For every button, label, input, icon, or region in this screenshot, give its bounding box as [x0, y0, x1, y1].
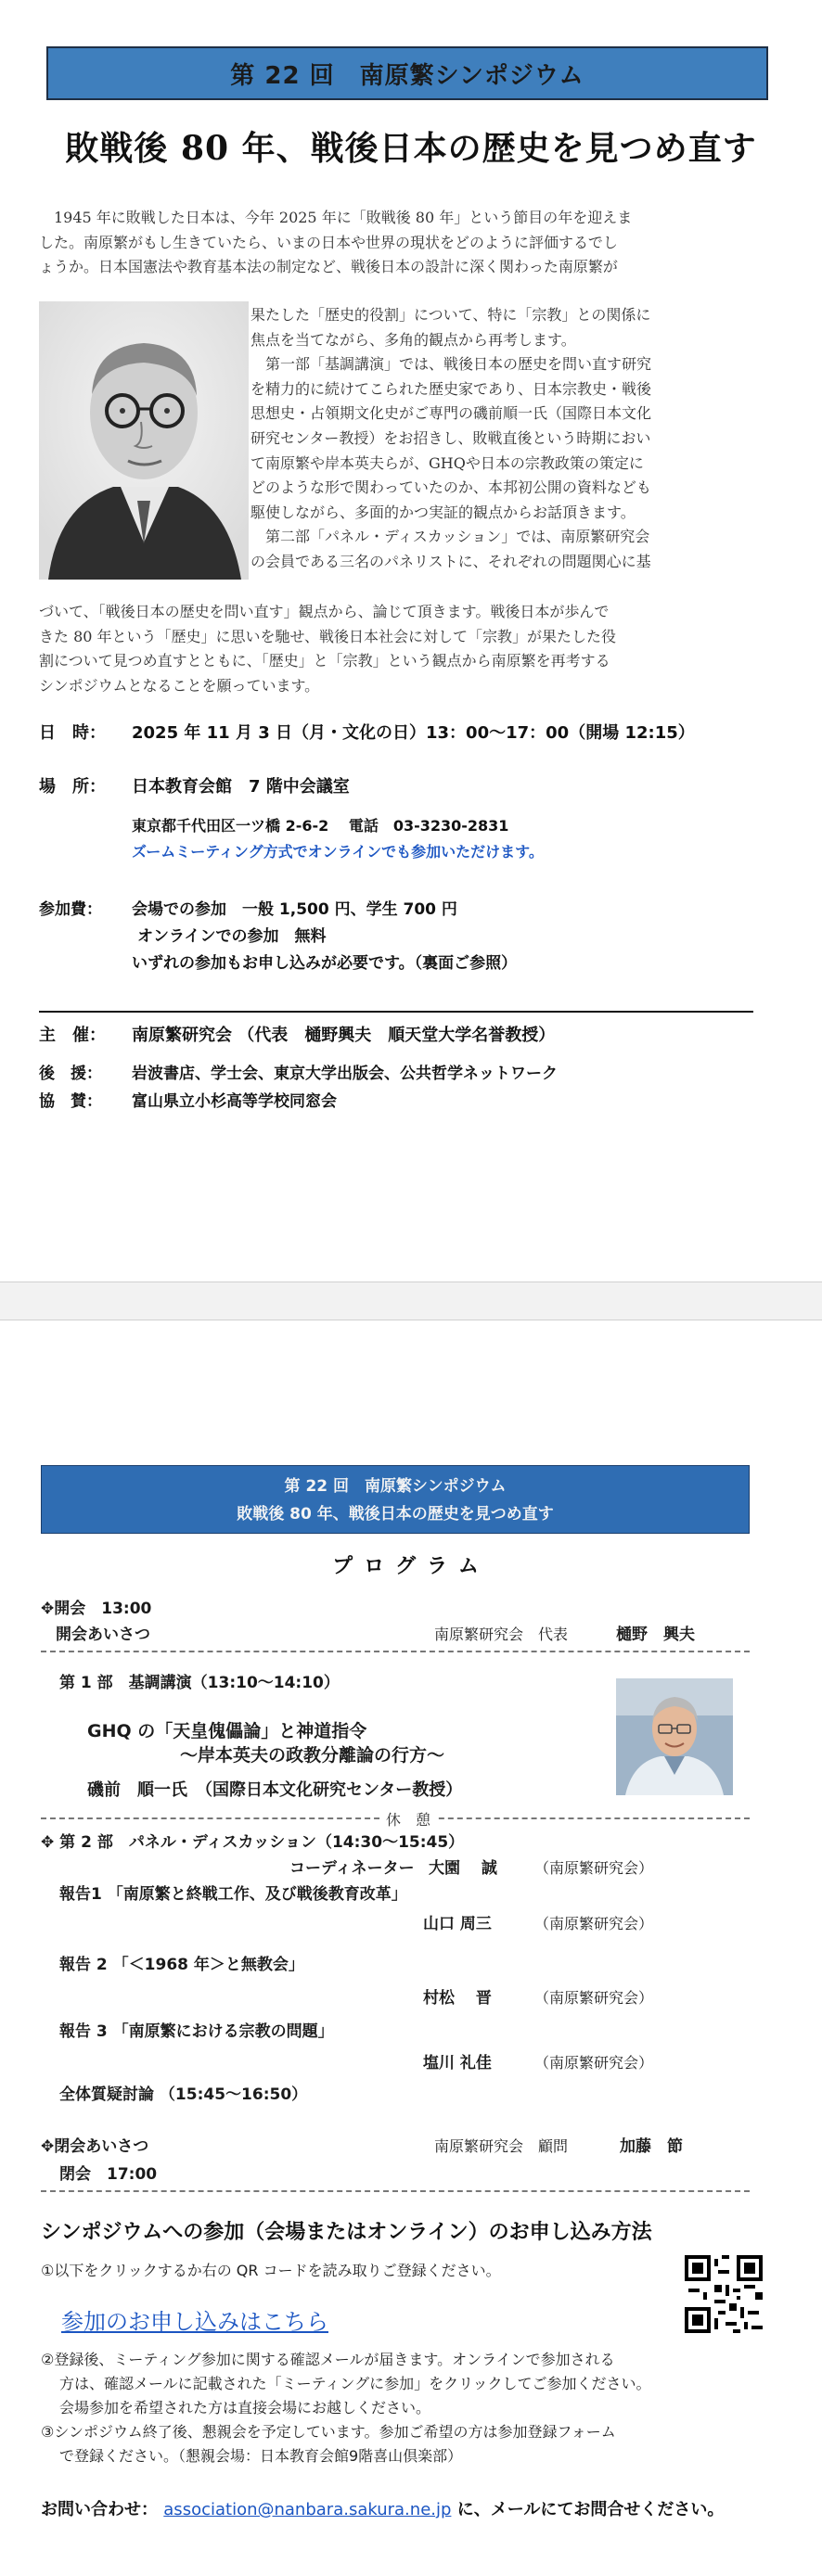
- part2-heading: ✥ 第 2 部 パネル・ディスカッション（14:30～15:45）: [41, 1833, 465, 1852]
- body-line: の会員である三名のパネリストに、それぞれの問題関心に基: [250, 552, 651, 570]
- report3-speaker: 塩川 礼佳: [423, 2054, 492, 2072]
- report1-org: （南原繁研究会）: [534, 1915, 654, 1932]
- fee-venue: 会場での参加 一般 1,500 円、学生 700 円: [132, 900, 457, 919]
- application-step3-line2: で登録ください。（懇親会場：日本教育会館9階喜山倶楽部）: [59, 2447, 463, 2465]
- report1-speaker: 山口 周三: [423, 1915, 492, 1933]
- report3-org: （南原繁研究会）: [534, 2054, 654, 2072]
- lecture-subtitle: ～岸本英夫の政教分離論の行方～: [180, 1745, 445, 1766]
- host-value: 南原繁研究会 （代表 樋野興夫 順天堂大学名誉教授）: [132, 1026, 556, 1045]
- date-label: 日 時：: [39, 723, 106, 743]
- body-line: 研究センター教授）をお招きし、敗戦直後という時期におい: [250, 428, 651, 447]
- fee-label: 参加費：: [39, 900, 102, 919]
- report2-speaker: 村松 晋: [423, 1989, 492, 2008]
- intro-text: [39, 206, 753, 280]
- report1-title: 報告1 「南原繁と終戦工作、及び戦後教育改革」: [59, 1885, 407, 1904]
- date-row: [39, 720, 695, 744]
- host-label: 主 催：: [39, 1026, 106, 1045]
- body-line: 割について見つめ直すとともに、「歴史」と「宗教」という観点から南原繁を再考する: [39, 652, 610, 670]
- body-line: 駆使しながら、多面的かつ実証的観点からお話頂きます。: [250, 503, 636, 521]
- fee-online: オンラインでの参加 無料: [137, 927, 327, 946]
- venue-value: 日本教育会館 7 階中会議室: [132, 777, 350, 797]
- contact-note: に、メールにてお問合せください。: [456, 2500, 725, 2519]
- coordinator-label: コーディネーター: [289, 1859, 415, 1878]
- qr-code-icon[interactable]: [685, 2255, 763, 2333]
- body-line: 焦点を当てながら、多角的観点から再考します。: [250, 330, 576, 349]
- date-value: 2025 年 11 月 3 日（月・文化の日）13：00～17：00（開場 12:15）: [132, 723, 695, 743]
- application-step2-line2: 方は、確認メールに記載された「ミーティングに参加」をクリックしてご参加ください。: [59, 2375, 651, 2392]
- body-line: づいて、「戦後日本の歴史を問い直す」観点から、論じて頂きます。戦後日本が歩んで: [39, 603, 610, 620]
- application-step2-line1: ②登録後、ミーティング参加に関する確認メールが届きます。オンラインで参加される: [41, 2351, 615, 2368]
- contact-row: [41, 2496, 724, 2520]
- report3-title: 報告 3 「南原繁における宗教の問題」: [59, 2022, 334, 2041]
- program-banner-line1: 第 22 回 南原繁シンポジウム: [284, 1477, 507, 1496]
- dashed-divider: [41, 1651, 750, 1652]
- support-row: [39, 1060, 558, 1083]
- zoom-note: ズームミーティング方式でオンラインでも参加いただけます。: [132, 843, 544, 861]
- contact-email-link[interactable]: association@nanbara.sakura.ne.jp: [163, 2500, 452, 2519]
- application-step2-line3: 会場参加を希望された方は直接会場にお越しください。: [59, 2399, 431, 2417]
- cosponsor-value: 富山県立小杉高等学校同窓会: [132, 1092, 337, 1111]
- part1-heading: 第 1 部 基調講演（13:10～14:10）: [59, 1674, 340, 1692]
- coordinator-org: （南原繁研究会）: [534, 1859, 654, 1877]
- report2-org: （南原繁研究会）: [534, 1989, 654, 2007]
- fee-note: いずれの参加もお申し込みが必要です。（裏面ご参照）: [132, 954, 518, 973]
- body-line: 第二部「パネル・ディスカッション」では、南原繁研究会: [265, 528, 650, 546]
- open-time: ✥開会 13:00: [41, 1600, 152, 1618]
- greeting-speaker-name: 樋野 興夫: [616, 1626, 695, 1644]
- program-banner: [41, 1465, 750, 1534]
- intro-line: した。南原繁がもし生きていたら、いまの日本や世界の現状をどのように評価するでし: [39, 233, 618, 251]
- closing-greeting: ✥閉会あいさつ: [41, 2137, 149, 2156]
- cosponsor-label: 協 賛：: [39, 1092, 102, 1111]
- body-line: を精力的に続けてこられた歴史家であり、日本宗教史・戦後: [250, 379, 652, 398]
- application-link[interactable]: 参加のお申し込みはこちら: [61, 2309, 328, 2335]
- body-line: 果たした「歴史的役割」について、特に「宗教」との関係に: [250, 306, 651, 324]
- body-line: 第一部「基調講演」では、戦後日本の歴史を問い直す研究: [265, 355, 652, 374]
- support-value: 岩波書店、学士会、東京大学出版会、公共哲学ネットワーク: [132, 1065, 558, 1083]
- greeting-speaker-role: 南原繁研究会 代表: [434, 1626, 569, 1643]
- lecturer-name: 磯前 順一氏 （国際日本文化研究センター教授）: [87, 1780, 463, 1800]
- opening-greeting: 開会あいさつ: [56, 1626, 150, 1644]
- venue-address: 東京都千代田区一ツ橋 2-6-2 電話 03-3230-2831: [132, 817, 509, 835]
- application-heading: シンポジウムへの参加（会場またはオンライン）のお申し込み方法: [41, 2221, 652, 2244]
- body-line: どのような形で関わっていたのか、本邦初公開の資料なども: [250, 478, 651, 497]
- venue-row: [39, 773, 350, 797]
- report2-title: 報告 2 「＜1968 年＞と無教会」: [59, 1956, 304, 1974]
- contact-label: お問い合わせ：: [41, 2500, 158, 2519]
- closing-speaker-name: 加藤 節: [620, 2137, 683, 2156]
- closing-time: 閉会 17:00: [59, 2165, 158, 2184]
- body-line: て南原繁や岸本英夫らが、GHQや日本の宗教政策の策定に: [250, 453, 644, 472]
- program-title: プログラム: [332, 1555, 490, 1578]
- body-text-right: [250, 303, 755, 575]
- cosponsor-row: [39, 1088, 337, 1111]
- intro-line: ょうか。日本国憲法や教育基本法の制定など、戦後日本の設計に深く関わった南原繁が: [39, 258, 618, 276]
- page-separator: [0, 1282, 822, 1320]
- body-line: きた 80 年という「歴史」に思いを馳せ、戦後日本社会に対して「宗教」が果たした役: [39, 627, 617, 645]
- application-step3-line1: ③シンポジウム終了後、懇親会を予定しています。参加ご希望の方は参加登録フォーム: [41, 2423, 616, 2441]
- application-step1: ①以下をクリックするか右の QR コードを読み取りご登録ください。: [41, 2262, 501, 2279]
- nanbara-portrait: [39, 301, 249, 580]
- main-title: 敗戦後 80 年、戦後日本の歴史を見つめ直す: [65, 129, 757, 168]
- venue-label: 場 所：: [39, 777, 106, 797]
- flyer-front-page: [0, 0, 822, 1280]
- support-label: 後 援：: [39, 1065, 102, 1083]
- coordinator-name: 大園 誠: [429, 1859, 497, 1878]
- host-row: [39, 1022, 555, 1046]
- lecturer-photo: [616, 1678, 733, 1795]
- symposium-banner: 第 22 回 南原繁シンポジウム: [46, 46, 768, 100]
- body-line: シンポジウムとなることを願っています。: [39, 676, 320, 695]
- dashed-divider: [41, 2190, 750, 2192]
- body-line: 思想史・占領期文化史がご専門の磯前順一氏（国際日本文化: [250, 404, 652, 423]
- intro-line: 1945 年に敗戦した日本は、今年 2025 年に「敗戦後 80 年」という節目の年を迎えま: [54, 209, 633, 226]
- program-banner-line2: 敗戦後 80 年、戦後日本の歴史を見つめ直す: [237, 1505, 554, 1524]
- lecture-title: GHQ の「天皇傀儡論」と神道指令: [87, 1721, 367, 1741]
- divider-line: [39, 1011, 753, 1013]
- break-label: 休 憩: [380, 1808, 436, 1830]
- closing-speaker-role: 南原繁研究会 顧問: [434, 2137, 569, 2155]
- discussion-time: 全体質疑討論 （15:45～16:50）: [59, 2085, 308, 2104]
- fee-row: [39, 896, 457, 919]
- body-text-bottom: [39, 600, 753, 698]
